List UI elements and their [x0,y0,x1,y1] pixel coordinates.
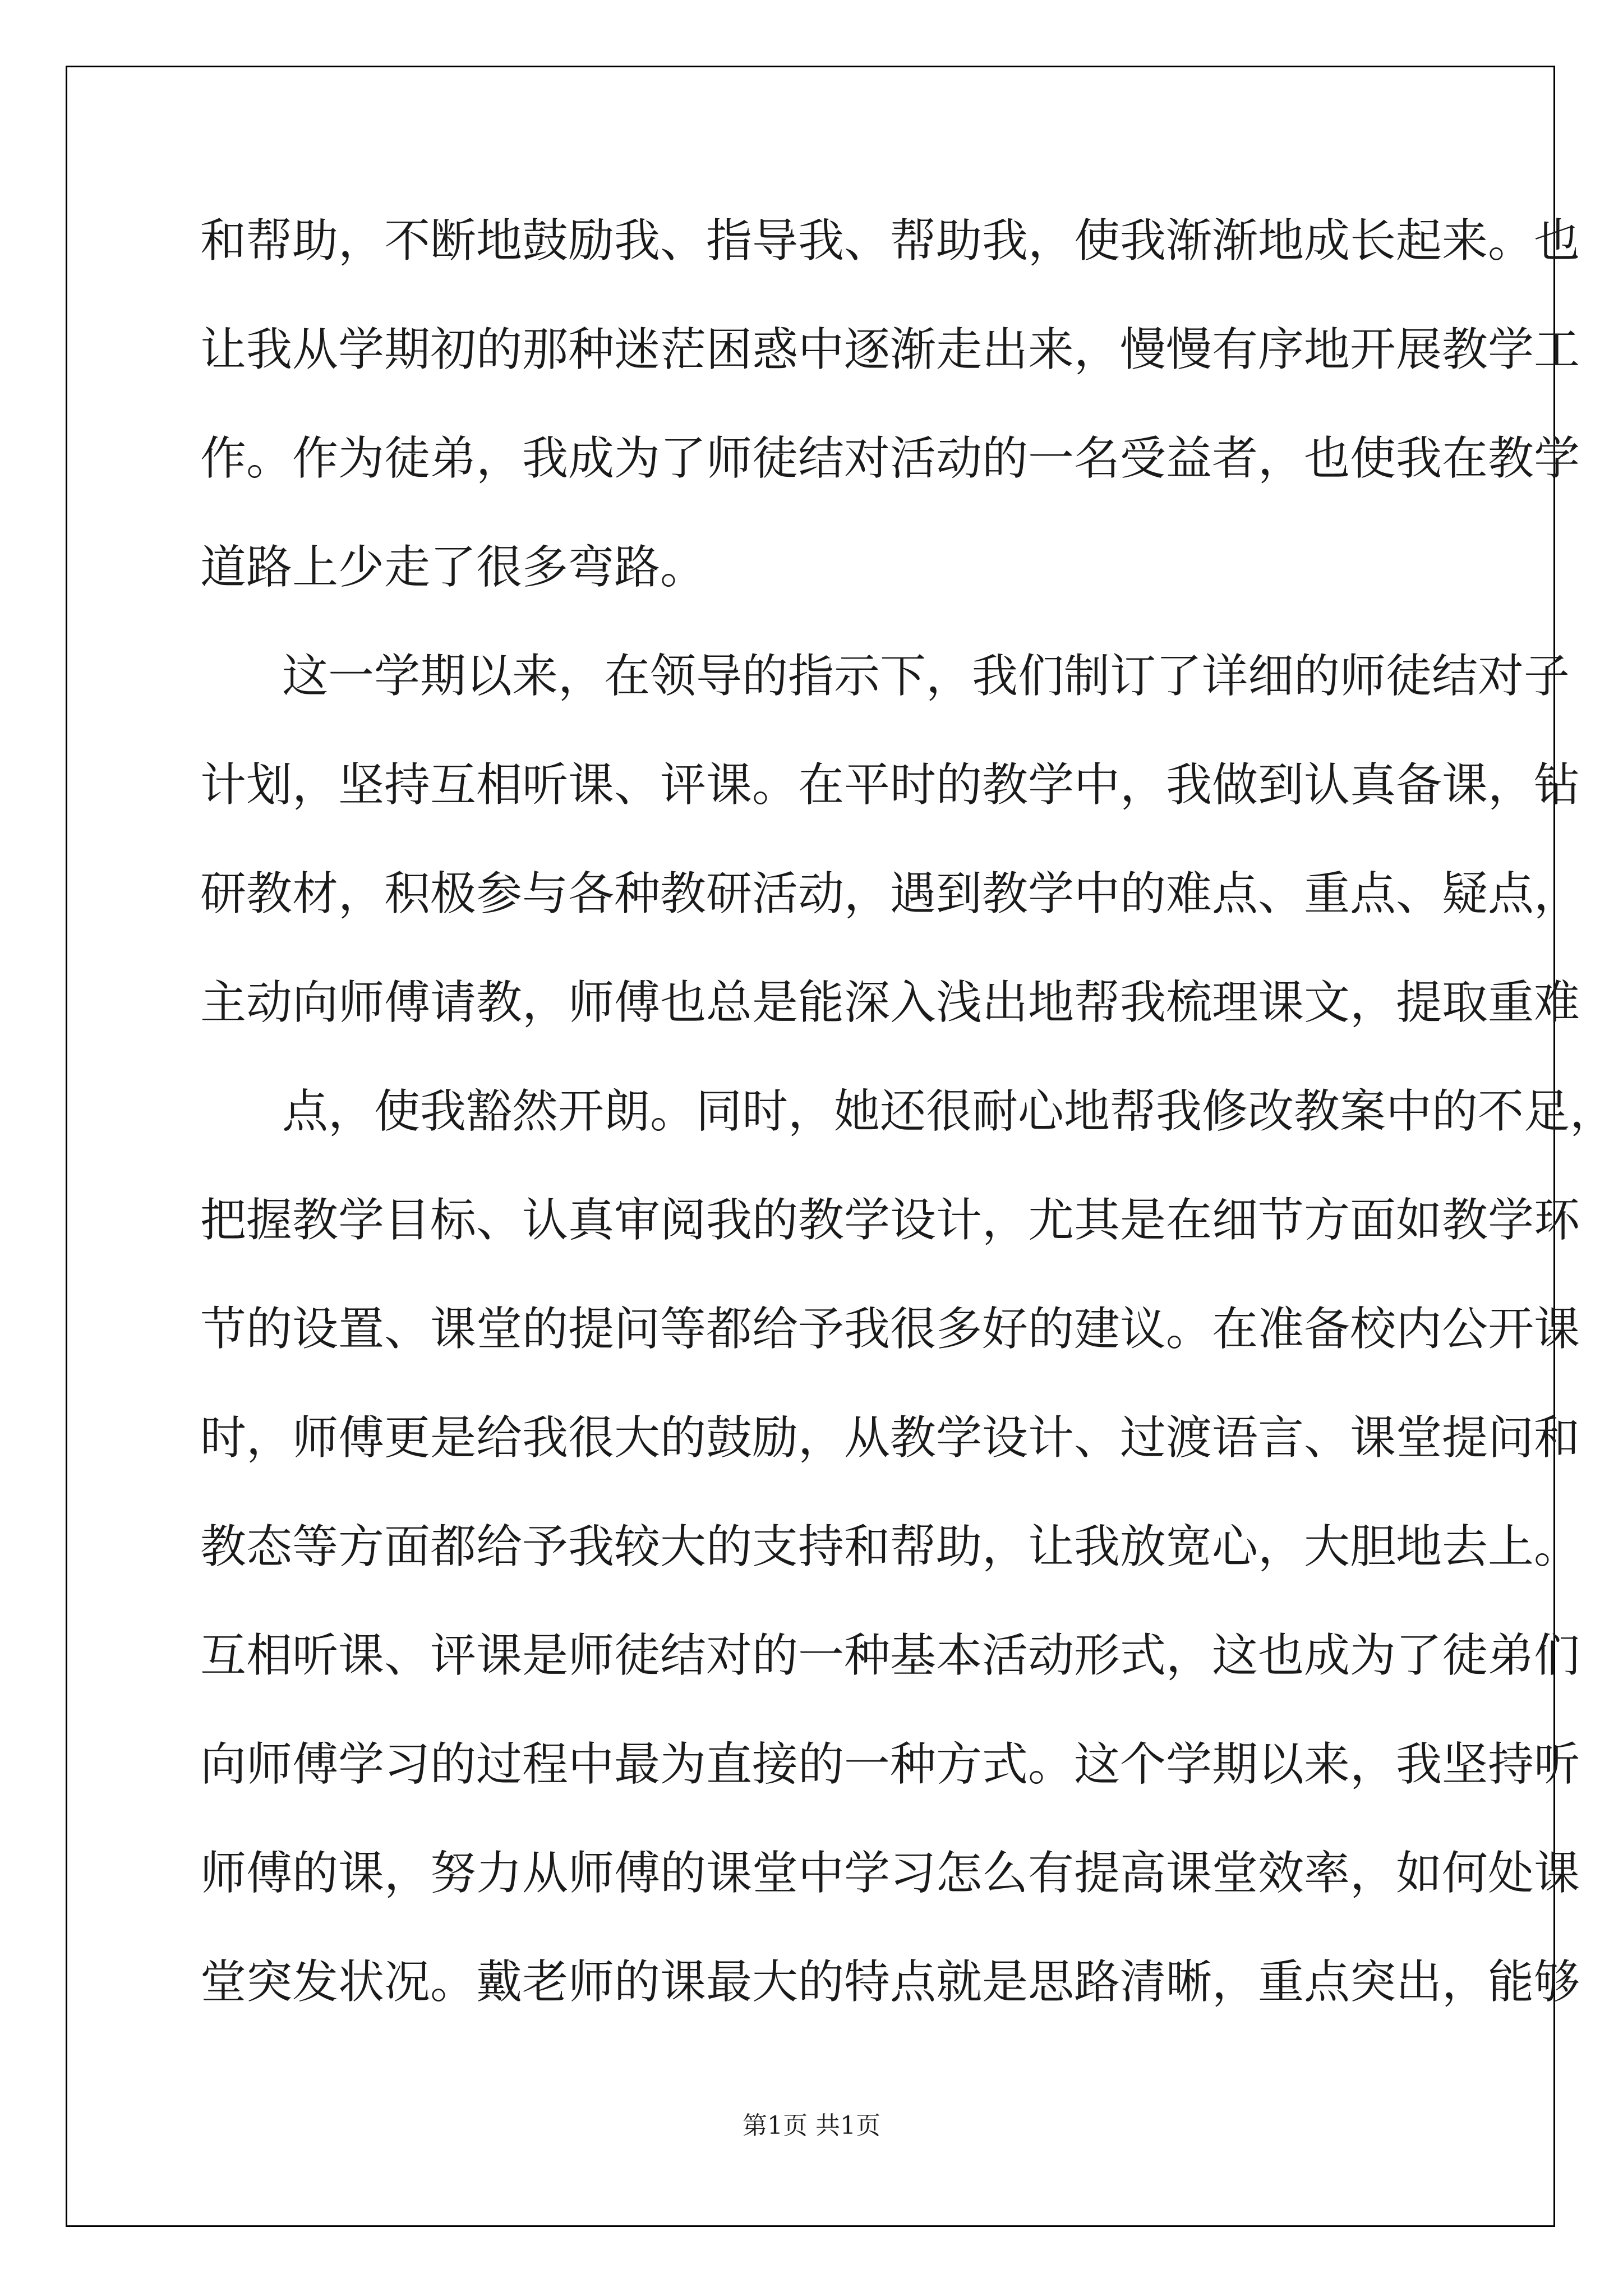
text-line: 互相听课、评课是师徒结对的一种基本活动形式，这也成为了徒弟们 [200,1629,1580,1682]
text-line: 师傅的课，努力从师傅的课堂中学习怎么有提高课堂效率，如何处课 [200,1847,1580,1900]
text-line: 道路上少走了很多弯路。 [200,541,707,594]
text-line: 研教材，积极参与各种教研活动，遇到教学中的难点、重点、疑点， [200,867,1580,921]
text-line: 这一学期以来，在领导的指示下，我们制订了详细的师徒结对子 [282,650,1570,703]
page-footer: 第1页 共1页 [743,2111,880,2140]
text-line: 把握教学目标、认真审阅我的教学设计，尤其是在细节方面如教学环 [200,1194,1580,1247]
text-line: 计划，坚持互相听课、评课。在平时的教学中，我做到认真备课，钻 [200,758,1580,812]
page-border [66,66,1555,2227]
text-line: 点，使我豁然开朗。同时，她还很耐心地帮我修改教案中的不足， [282,1085,1616,1138]
text-line: 让我从学期初的那种迷茫困惑中逐渐走出来，慢慢有序地开展教学工 [200,323,1580,376]
text-line: 堂突发状况。戴老师的课最大的特点就是思路清晰，重点突出，能够 [200,1955,1580,2009]
text-line: 教态等方面都给予我较大的支持和帮助，让我放宽心，大胆地去上。 [200,1520,1580,1573]
text-line: 主动向师傅请教，师傅也总是能深入浅出地帮我梳理课文，提取重难 [200,976,1580,1029]
text-line: 时，师傅更是给我很大的鼓励，从教学设计、过渡语言、课堂提问和 [200,1411,1580,1465]
text-line: 向师傅学习的过程中最为直接的一种方式。这个学期以来，我坚持听 [200,1738,1580,1791]
text-line: 作。作为徒弟，我成为了师徒结对活动的一名受益者，也使我在教学 [200,432,1580,485]
text-line: 和帮助，不断地鼓励我、指导我、帮助我，使我渐渐地成长起来。也 [200,214,1580,268]
text-line: 节的设置、课堂的提问等都给予我很多好的建议。在准备校内公开课 [200,1303,1580,1356]
